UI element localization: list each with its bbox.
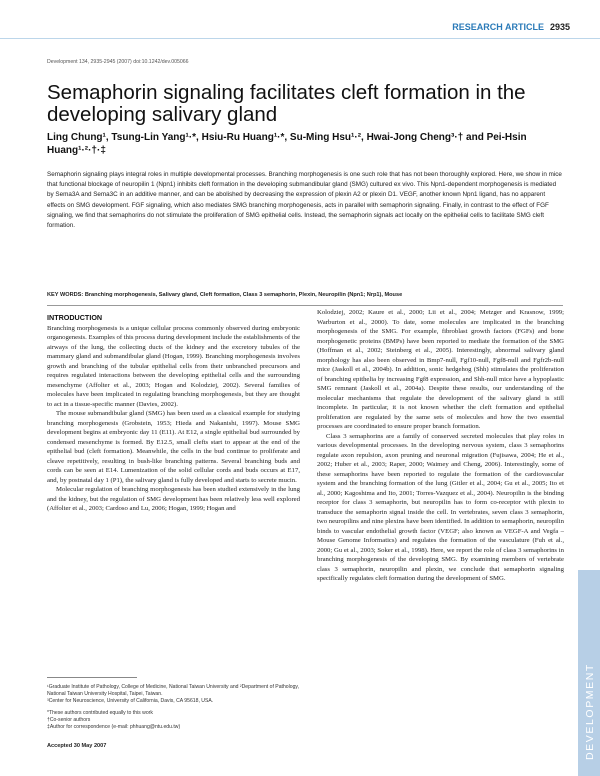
citation-line: Development 134, 2935-2945 (2007) doi:10.1242/dev.005066: [47, 59, 189, 65]
body-paragraph: Kolodziej, 2002; Kaure et al., 2000; Lii et al., 2004; Metzger and Krasnow, 1999; Warburton et al., 2000). To date, some molecules are implicated in the branching morphogenesis of the SMG. For example, fibroblast growth factors (FGFs) and bone morphogenetic proteins (BMPs) have been reported to mediate the formation of the SMG (Hoffman et al., 2002; Steinberg et al., 2005). Interestingly, abnormal salivary gland morphology has also been observed in Bmp7-null, Fgf10-null, Fgf8-null and Fgfr2b-null mice (Jaskoll et al., 2004b). In addition, sonic hedgehog (Shh) stimulates the proliferation of branching epithelia by increasing Fgf8 expression, and Shh-null mice have a hypoplastic SMG remnant (Jaskoll et al., 2004a). Despite these results, our understanding of the molecular mechanisms that regulate the development of the salivary gland is still incomplete. In particular, it is not known whether the cleft formation and epithelial proliferation are regulated by the same sets of molecules and how the two essential processes are coordinated to ensure proper branch formation.: [317, 309, 564, 430]
author-list: Ling Chung¹, Tsung-Lin Yang¹·*, Hsiu-Ru Huang¹·*, Su-Ming Hsu¹·², Hwai-Jong Cheng³·† and Pei-Hsin Huang¹·²·†·‡: [47, 132, 527, 156]
section-divider: [47, 305, 563, 306]
section-label: RESEARCH ARTICLE: [452, 22, 544, 32]
footnotes: [47, 684, 307, 731]
body-paragraph: Molecular regulation of branching morphogenesis has been studied extensively in the lung and the kidney, but the regulation of SMG development has been relatively less well explored (Affolter et al., 2003; Cardoso and Lu, 2006; Hogan, 1999; Hogan and: [47, 486, 300, 512]
abstract: Semaphorin signaling plays integral roles in multiple developmental processes. Branching morphogenesis is one such role that has not been thoroughly explored. Here, we show in mice that functional blockage of neuropilin 1 (Npn1) inhibits cleft formation in the developing submandibular gland (SMG) cultured ex vivo. This Npn1-dependent morphogenesis is mediated by Sema3A and Sema3C in an additive manner, and can be abolished by decreasing the expression of plexin A2 or plexin D1. VEGF, another known Npn1 ligand, has no apparent effects on SMG development. FGF signaling, which also mediates SMG branching morphogenesis, acts in parallel with semaphorin signaling. Finally, in contrast to the effect of FGF signaling, we find that semaphorins do not stimulate the proliferation of SMG epithelial cells. Instead, the semaphorin signals act locally on the epithelial cells to facilitate SMG cleft formation.: [47, 171, 562, 230]
left-column: [47, 313, 300, 514]
section-heading-introduction: INTRODUCTION: [47, 313, 103, 322]
body-paragraph: The mouse submandibular gland (SMG) has been used as a classical example for studying branching morphogenesis (Grobstein, 1953; Hieda and Nakanishi, 1997). Mouse SMG development begins at embryonic day 11 (E11). At E12, a single epithelial bud surrounded by condensed mesenchyme is formed. By E12.5, small clefts start to appear at the end of the epithelial bud (cleft formation). Meanwhile, the cells in the bud continue to proliferate and cleave repetitively, resulting in bush-like branching patterns. Several branching buds and cords can be seen at E14. Lumenization of the solid cellular cords and buds occurs at E17, and, by postnatal day 1 (P1), the salivary gland is fully developed and starts to secrete mucin.: [47, 410, 300, 484]
header-rule: [0, 38, 600, 39]
page-number: 2935: [549, 22, 570, 32]
accepted-date: Accepted 30 May 2007: [47, 743, 107, 749]
footnote-note: *These authors contributed equally to this work: [47, 709, 153, 716]
keywords: [47, 292, 567, 298]
right-column: [317, 308, 564, 584]
footnote-note: †Co-senior authors: [47, 716, 91, 723]
footnote-rule: [47, 677, 137, 678]
article-title: Semaphorin signaling facilitates cleft formation in the developing salivary gland: [47, 81, 526, 126]
keywords-text: Branching morphogenesis, Salivary gland, Cleft formation, Class 3 semaphorin, Plexin, Neuropilin (Npn1; Nrp1), Mouse: [84, 292, 403, 298]
journal-side-tab: DEVELOPMENT: [578, 570, 600, 776]
affiliation: ¹Graduate Institute of Pathology, College of Medicine, National Taiwan University and ²Department of Pathology, National Taiwan University Hospital, Taipei, Taiwan.: [47, 684, 299, 698]
correspondence-note: ‡Author for correspondence (e-mail: phhuang@ntu.edu.tw): [47, 724, 181, 731]
running-header: [452, 22, 570, 32]
keywords-label: KEY WORDS:: [47, 292, 84, 298]
affiliation: ³Center for Neuroscience, University of California, Davis, CA 95618, USA.: [47, 698, 214, 705]
body-paragraph: Class 3 semaphorins are a family of conserved secreted molecules that play roles in various developmental processes. In the developing nervous system, class 3 semaphorins regulate axon repulsion, axon pruning and neuronal migration (Fujisawa, 2004; He et al., 2002; Huber et al., 2003; Raper, 2000; Waimey and Cheng, 2006). Interestingly, some of these semaphorins have been reported to regulate the formation of the cardiovascular system and the branching formation of the lung (Gitler et al., 2004; Gu et al., 2005; Ito et al., 2000; Kagoshima and Ito, 2001; Torres-Vazquez et al., 2004). Neuropilin is the binding receptor for class 3 semaphorin, but neuropilin has to form co-receptor with plexin to transduce the semaphorin signal inside the cell. In vertebrates, seven class 3 semaphorin, two neuropilins and nine plexins have been identified. In addition to semaphorin, neuropilin binds to vascular endothelial growth factor (VEGF; also known as VEGF-A and Vegfa – Mouse Genome Informatics) and regulates the formation of the vasculature (Fuh et al., 2000; Gu et al., 2003; Soker et al., 1998). Here, we report the role of class 3 semaphorins in branching morphogenesis of the developing SMG. By examining members of vertebrate class 3 semaphorin, neuropilin and plexin, we conclude that semaphorin signaling specifically regulates cleft formation during the development of SMG.: [317, 432, 564, 582]
body-paragraph: Branching morphogenesis is a unique cellular process commonly observed during embryonic organogenesis. Examples of this process during development include the establishments of the airways of the lung, the collecting ducts of the kidney and the excretory tubules of the mammary gland and submandibular gland (Hogan, 1999). Branching morphogenesis involves growth and branching of the tubular epithelial cells from their unbranched precursors and requires regulated interactions between the developing epithelial cells and the surrounding mesenchyme (Affolter et al., 2003; Hogan and Kolodziej, 2002). Several families of molecules have been implicated in regulating branching morphogenesis, but they are thought to act in a tissue-specific manner (Davies, 2002).: [47, 324, 300, 408]
